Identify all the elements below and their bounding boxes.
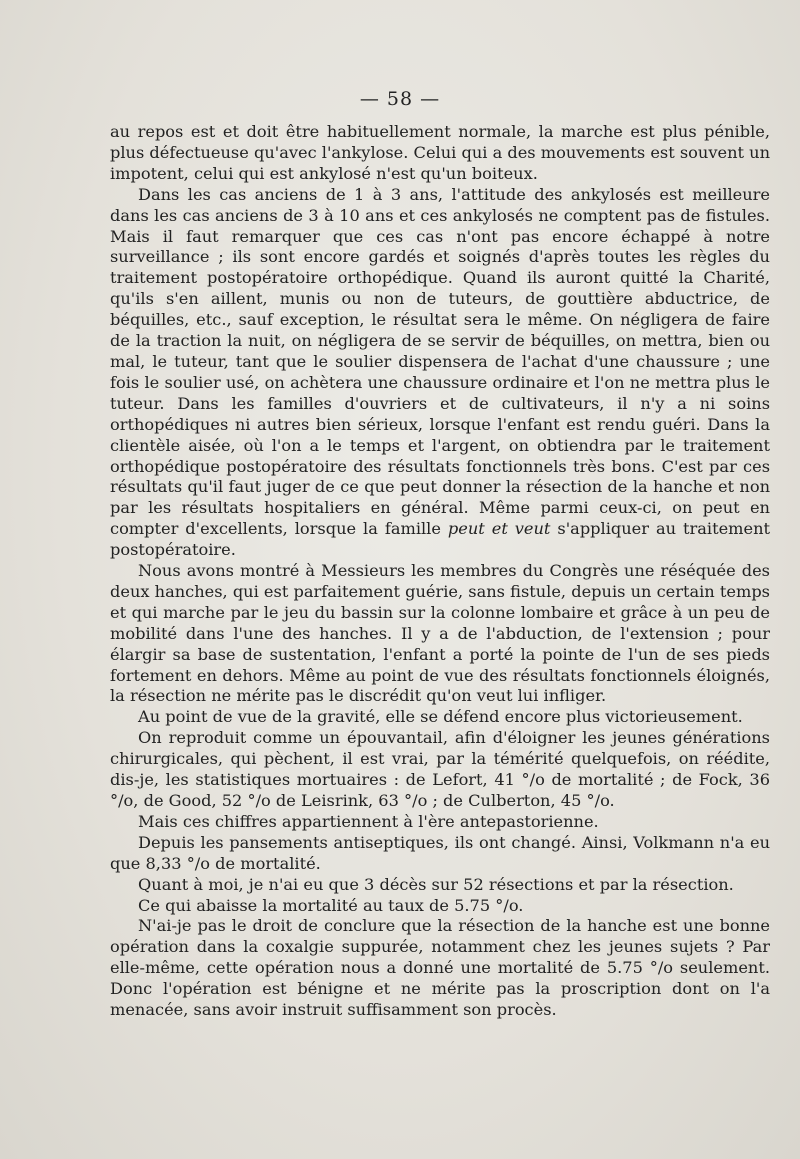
paragraph-4: Au point de vue de la gravité, elle se défend encore plus victorieusement. [138, 707, 743, 727]
paragraph-2 [110, 185, 770, 561]
paragraph-7: Depuis les pansements antiseptiques, ils ont changé. Ainsi, Volkmann n'a eu que 8,33 °/o de mortalité. [110, 832, 770, 873]
paragraph-6: Mais ces chiffres appartiennent à l'ère antepastorienne. [138, 811, 599, 831]
paragraph-5: On reproduit comme un épouvantail, afin d'éloigner les jeunes générations chirurgicales, qui pèchent, il est vrai, par la témérité quelquefois, on réédite, dis-je, les statistiques mortuaires : de Lefort, 41 °/o de mortalité ; de Fock, 36 °/o, de Good, 52 °/o de Leisrink, 63 °/o ; de Culberton, 45 °/o. [110, 728, 770, 810]
paragraph-10: N'ai-je pas le droit de conclure que la résection de la hanche est une bonne opération dans la coxalgie suppurée, notamment chez les jeunes sujets ? Par elle-même, cette opération nous a donné une mortalité de 5.75 °/o seulement. Donc l'opération est bénigne et ne mérite pas la proscription dont on l'a menacée, sans avoir instruit suffisamment son procès. [110, 916, 770, 1020]
body-text [110, 122, 770, 1021]
paragraph-9: Ce qui abaisse la mortalité au taux de 5.75 °/o. [138, 895, 524, 915]
paragraph-2-part-1: Dans les cas anciens de 1 à 3 ans, l'attitude des ankylosés est meilleure dans les cas anciens de 3 à 10 ans et ces ankylosés ne comptent pas de fistules. Mais il faut remarquer que ces cas n'ont pas encore échappé à notre surveillance ; ils sont encore gardés et soignés d'après toutes les règles du traitement postopératoire orthopédique. Quand ils auront quitté la Charité, qu'ils s'en aillent, munis ou non de tuteurs, de gouttière abductrice, de béquilles, etc., sauf exception, le résultat sera le même. On négligera de faire de la traction la nuit, on négligera de se servir de béquilles, on mettra, bien ou mal, le tuteur, tant que le soulier dispensera de l'achat d'une chaussure ; une fois le soulier usé, on achètera une chaussure ordinaire et l'on ne mettra plus le tuteur. Dans les familles d'ouvriers et de cultivateurs, il n'y a ni soins orthopédiques ni autres bien sérieux, lorsque l'enfant est rendu guéri. Dans la clientèle aisée, où l'on a le temps et l'argent, on obtiendra par le traitement orthopédique postopératoire des résultats fonctionnels très bons. C'est par ces résultats qu'il faut juger de ce que peut donner la résection de la hanche et non par les résultats hospitaliers en général. Même parmi ceux-ci, on peut en compter d'excellents, lorsque la famille [110, 184, 770, 539]
paragraph-3: Nous avons montré à Messieurs les membres du Congrès une réséquée des deux hanches, qui est parfaitement guérie, sans fistule, depuis un certain temps et qui marche par le jeu du bassin sur la colonne lombaire et grâce à un peu de mobilité dans l'une des hanches. Il y a de l'abduction, de l'extension ; pour élargir sa base de sustentation, l'enfant a porté la pointe de l'un de ses pieds fortement en dehors. Même au point de vue des résultats fonctionnels éloignés, la résection ne mérite pas le discrédit qu'on veut lui infliger. [110, 561, 770, 706]
page-number: — 58 — [359, 88, 441, 110]
paragraph-2-emphasis: peut et veut [447, 519, 551, 539]
paragraph-8: Quant à moi, je n'ai eu que 3 décès sur 52 résections et par la résection. [138, 874, 734, 894]
paragraph-1: au repos est et doit être habituellement normale, la marche est plus pénible, plus défectueuse qu'avec l'ankylose. Celui qui a des mouvements est souvent un impotent, celui qui est ankylosé n'est qu'un boiteux. [110, 122, 770, 183]
paragraph-2-part-2: s'appliquer au traitement postopératoire. [110, 519, 771, 560]
